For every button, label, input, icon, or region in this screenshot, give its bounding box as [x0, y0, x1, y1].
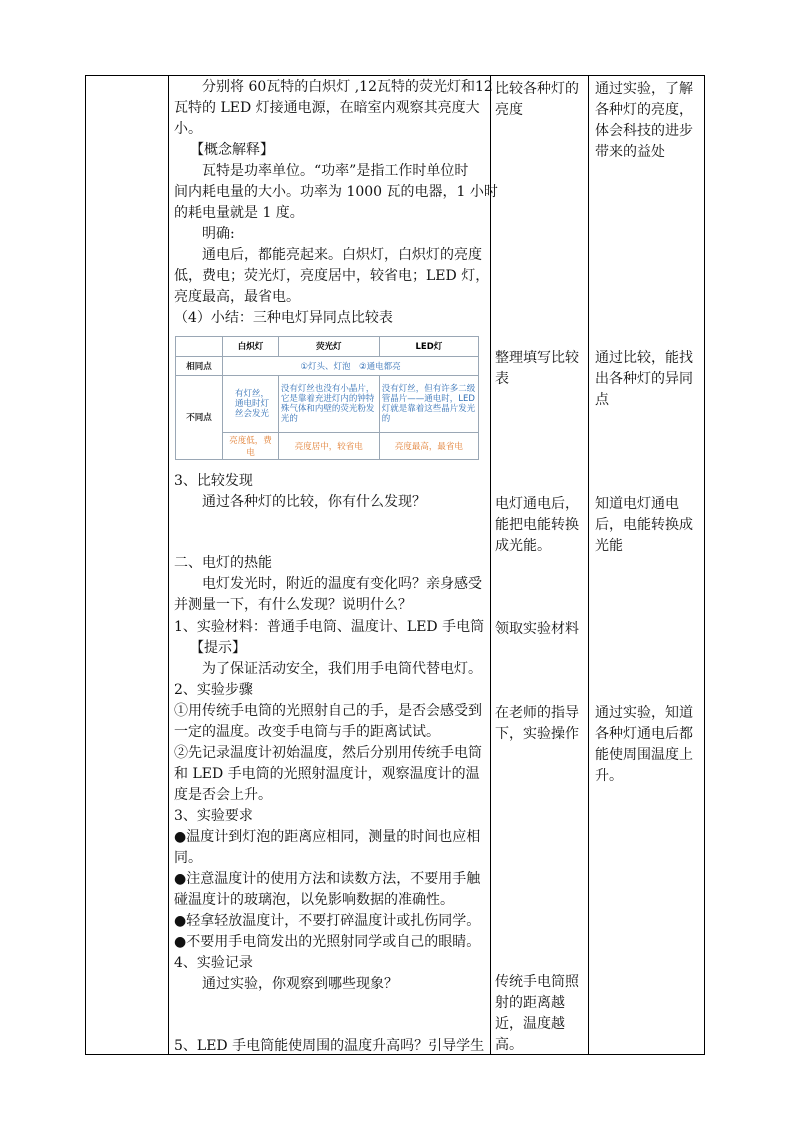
text-line: 低，费电；荧光灯，亮度居中，较省电；LED 灯，: [174, 268, 490, 284]
text-line: 小。: [174, 121, 202, 137]
column-divider: [168, 75, 169, 1055]
text-line: 碰温度计的玻璃泡，以免影响数据的准确性。: [174, 892, 454, 908]
section-heading: 3、比较发现: [174, 473, 253, 489]
comparison-table: [175, 336, 479, 460]
row-label-diff: 不同点: [176, 375, 223, 459]
header-incandescent: 白炽灯: [223, 337, 279, 357]
text-line: 瓦特的 LED 灯接通电源，在暗室内观察其亮度大: [174, 100, 480, 116]
text-line: 为了保证活动安全，我们用手电筒代替电灯。: [202, 661, 482, 677]
text-line: ①用传统手电筒的光照射自己的手，是否会感受到: [174, 703, 482, 719]
section-heading: 4、实验记录: [174, 955, 253, 971]
text-line: ●不要用手电筒发出的光照射同学或自己的眼睛。: [174, 934, 481, 950]
same-points: ①灯头、灯泡 ②通电都亮: [223, 356, 479, 375]
section-heading: 2、实验步骤: [174, 682, 253, 698]
diff-fluorescent: 没有灯丝也没有小晶片，它是靠着充进灯内的钟特殊气体和内壁的荧光粉发光的: [278, 375, 379, 432]
text-line: 并测量一下，有什么发现？说明什么？: [174, 597, 412, 613]
student-activity: 传统手电筒照射的距离越近，温度越高。: [495, 974, 579, 1053]
header-led: LED灯: [379, 337, 478, 357]
student-activity: 比较各种灯的亮度: [495, 81, 579, 118]
text-line: 间内耗电量的大小。功率为 1000 瓦的电器，1 小时: [174, 184, 498, 200]
text-line: 通过实验，你观察到哪些现象？: [202, 976, 398, 992]
text-line: 明确:: [202, 226, 235, 242]
text-line: 瓦特是功率单位。“功率”是指工作时单位时: [202, 163, 469, 179]
table-border-right: [704, 75, 705, 1055]
table-border-left: [85, 75, 86, 1055]
diff-led: 没有灯丝，但有许多二级管晶片——通电时，LED灯就是靠着这些晶片发光的: [379, 375, 478, 432]
text-line: ●轻拿轻放温度计，不要打碎温度计或扎伤同学。: [174, 913, 481, 929]
student-activity: 在老师的指导下，实验操作: [495, 705, 579, 742]
student-activity: 领取实验材料: [495, 621, 579, 637]
text-line: 亮度最高，最省电。: [174, 289, 300, 305]
perf-fluorescent: 亮度居中，较省电: [278, 432, 379, 459]
section-heading: 3、实验要求: [174, 808, 253, 824]
column-divider: [588, 75, 589, 1055]
student-activity: 电灯通电后，能把电能转换成光能。: [495, 496, 579, 554]
text-line: ②先记录温度计初始温度，然后分别用传统手电筒: [174, 745, 482, 761]
text-line: 和 LED 手电筒的光照射温度计，观察温度计的温: [174, 766, 480, 782]
text-line: 一定的温度。改变手电筒与手的距离试试。: [174, 724, 440, 740]
text-line: 电灯发光时，附近的温度有变化吗？亲身感受: [202, 576, 482, 592]
text-line: 通电后，都能亮起来。白炽灯，白炽灯的亮度: [202, 247, 482, 263]
design-purpose: 通过比较，能找出各种灯的异同点: [595, 350, 693, 408]
section-label: 【提示】: [190, 640, 246, 656]
section-heading: 二、电灯的热能: [174, 555, 272, 571]
text-line: 度是否会上升。: [174, 787, 272, 803]
text-line: 的耗电量就是 1 度。: [174, 205, 304, 221]
text-line: 同。: [174, 850, 202, 866]
design-purpose: 通过实验，知道各种灯通电后都能使周围温度上升。: [595, 705, 693, 784]
text-line: 5、LED 手电筒能使周围的温度升高吗？引导学生: [174, 1038, 485, 1054]
header-fluorescent: 荧光灯: [278, 337, 379, 357]
text-line: ●注意温度计的使用方法和读数方法，不要用手触: [174, 871, 481, 887]
text-line: 分别将 60瓦特的白炽灯 ,12瓦特的荧光灯和12: [202, 79, 493, 95]
diff-incandescent: 有灯丝，通电时灯丝会发光: [223, 375, 279, 432]
design-purpose: 通过实验，了解各种灯的亮度，体会科技的进步带来的益处: [595, 81, 693, 160]
column-divider: [490, 75, 491, 1055]
section-label: 【概念解释】: [190, 142, 274, 158]
perf-led: 亮度最高，最省电: [379, 432, 478, 459]
corner-cell: [176, 337, 223, 357]
text-line: ●温度计到灯泡的距离应相同，测量的时间也应相: [174, 829, 481, 845]
table-border-top: [85, 75, 705, 76]
text-line: 通过各种灯的比较，你有什么发现？: [202, 494, 426, 510]
row-label-same: 相同点: [176, 356, 223, 375]
student-activity: 整理填写比较表: [495, 350, 579, 387]
section-heading: （4）小结：三种电灯异同点比较表: [174, 310, 393, 326]
design-purpose: 知道电灯通电后，电能转换成光能: [595, 496, 693, 554]
perf-incandescent: 亮度低，费电: [223, 432, 279, 459]
text-line: 1、实验材料：普通手电筒、温度计、LED 手电筒: [174, 619, 485, 635]
